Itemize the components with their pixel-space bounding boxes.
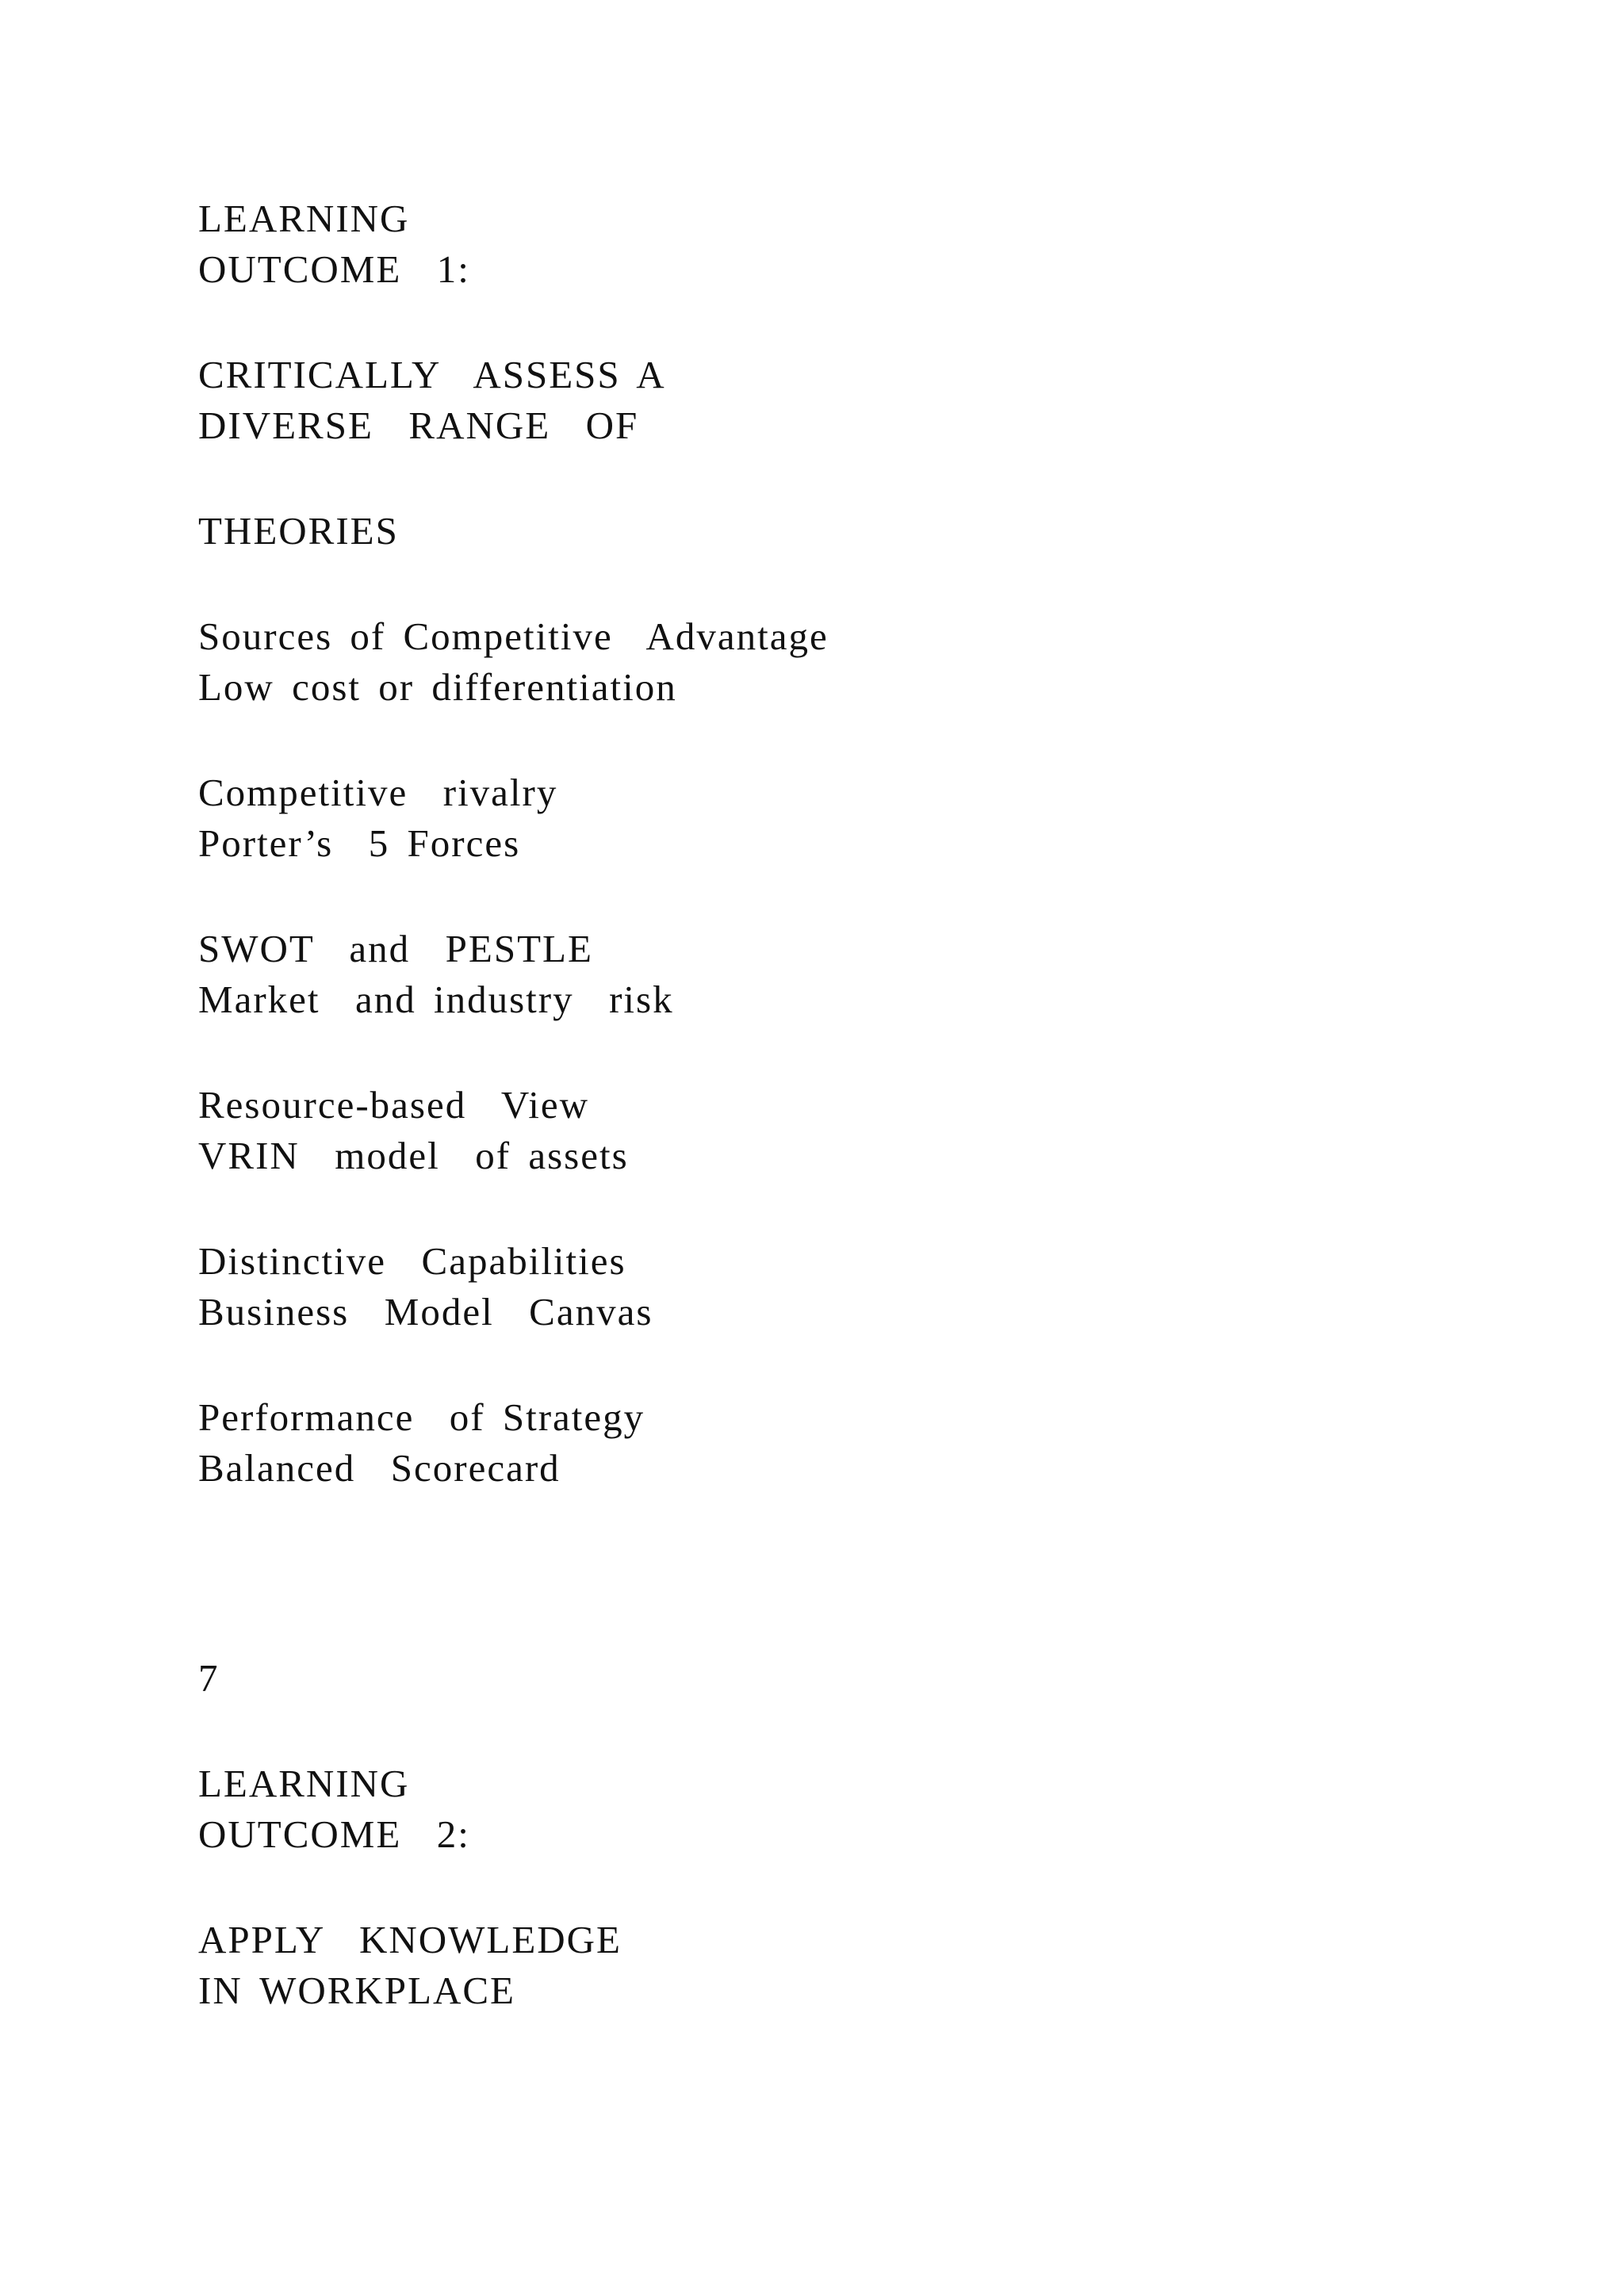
theory-heading-6: Performance of Strategy <box>198 1395 645 1439</box>
theory-detail-2: Porter’s 5 Forces <box>198 821 521 865</box>
outcome-1-label-line-2: OUTCOME 1: <box>198 247 470 291</box>
theory-detail-1: Low cost or differentiation <box>198 665 677 709</box>
theory-heading-4: Resource-based View <box>198 1083 590 1127</box>
outcome-1-title-line-2: DIVERSE RANGE OF <box>198 404 639 447</box>
page-number: 7 <box>198 1656 220 1700</box>
theory-heading-5: Distinctive Capabilities <box>198 1239 626 1283</box>
outcome-2-title-line-2: IN WORKPLACE <box>198 1969 515 2012</box>
theory-heading-3: SWOT and PESTLE <box>198 927 593 970</box>
outcome-1-label-line-1: LEARNING <box>198 197 410 240</box>
outcome-1-title-line-1: CRITICALLY ASSESS A <box>198 353 666 396</box>
theory-heading-2: Competitive rivalry <box>198 771 558 814</box>
outcome-2-label-line-1: LEARNING <box>198 1762 410 1805</box>
outcome-2-title-line-1: APPLY KNOWLEDGE <box>198 1918 622 1961</box>
outcome-1-title-line-3: THEORIES <box>198 509 399 553</box>
theory-detail-6: Balanced Scorecard <box>198 1446 561 1490</box>
outcome-2-label-line-2: OUTCOME 2: <box>198 1812 470 1856</box>
theory-heading-1: Sources of Competitive Advantage <box>198 614 829 658</box>
theory-detail-4: VRIN model of assets <box>198 1134 629 1177</box>
theory-detail-3: Market and industry risk <box>198 978 674 1021</box>
theory-detail-5: Business Model Canvas <box>198 1290 653 1334</box>
